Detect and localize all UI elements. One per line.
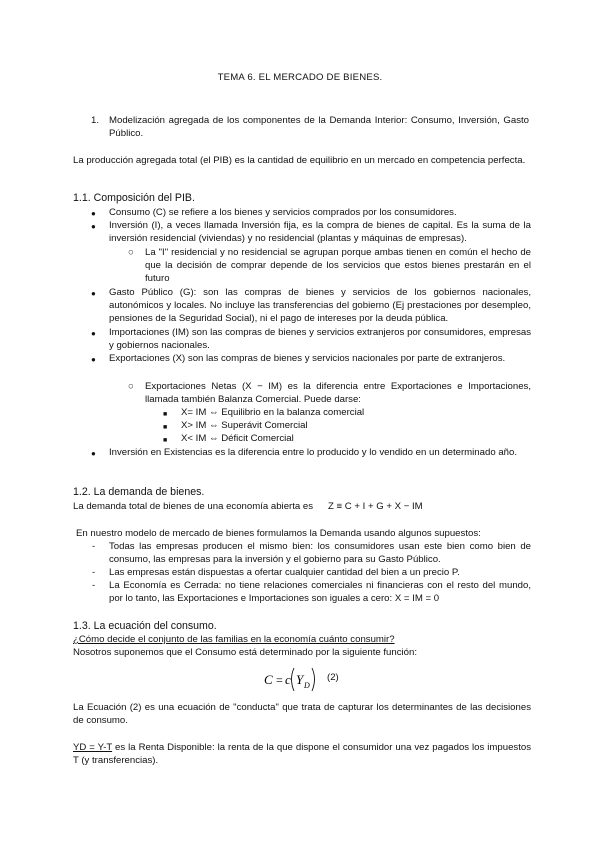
heading-1-1: 1.1. Composición del PIB. [73,192,195,204]
renta-disponible-paragraph [73,741,531,767]
intro-paragraph: La producción agregada total (el PIB) es la cantidad de equilibrio en un mercado en competencia perfecta. [73,155,526,166]
eq-lhs: C [264,672,273,687]
bullet-marker: ● [91,355,96,364]
heading-1-3: 1.3. La ecuación del consumo. [73,620,217,632]
dash-marker: - [92,567,96,578]
bullet-consumo: Consumo (C) se refiere a los bienes y servicios comprados por los consumidores. [109,207,457,218]
sub-inversion: La "I" residencial y no residencial se agrupan porque ambas tienen en común el hecho de que la decisión de comprar depende de los servicios que estos bienes prestarán en el futuro [145,247,531,285]
netas-item: X= IM ⇔ Equilibrio en la balanza comercial [181,407,365,418]
eq-equals: = [276,673,283,687]
eq-right-paren [312,668,315,691]
sub-exportaciones-netas: Exportaciones Netas (X − IM) es la diferencia entre Exportaciones e Importaciones, llamada también Balanza Comercial. Puede darse: [145,381,531,406]
consumo-question: ¿Cómo decide el conjunto de las familias en la economía cuánto consumir? [73,634,395,645]
document-title: TEMA 6. EL MERCADO DE BIENES. [217,72,383,83]
eq-subscript: D [304,681,310,690]
square-marker: ■ [163,411,168,418]
modelo-paragraph: En nuestro modelo de mercado de bienes formulamos la Demanda usando algunos supuestos: [76,528,481,539]
eq-left-paren [292,668,295,691]
bullet-marker: ● [91,329,96,338]
demanda-formula: Z ≡ C + I + G + X − IM [328,501,423,512]
supuesto-item: La Economía es Cerrada: no tiene relaciones comerciales ni financieras con el resto del mundo, por lo tanto, las Exportaciones e Importaciones son iguales a cero: X = IM = 0 [109,580,531,605]
bullet-inversion: Inversión (I), a veces llamada Inversión fija, es la compra de bienes de capital. Es la suma de la inversión residencial (viviendas) y no residencial (plantas y máquinas de empresas). [109,220,531,245]
bullet-marker: ● [91,449,96,458]
bullet-importaciones: Importaciones (IM) son las compras de bienes y servicios extranjeros por consumidores, empresas y gobiernos nacionales. [109,327,531,352]
square-marker: ■ [163,424,168,431]
eq-variable: Y [296,672,304,687]
dash-marker: - [92,541,96,552]
bullet-exportaciones: Exportaciones (X) son las compras de bienes y servicios nacionales por parte de extranjeros. [109,353,506,364]
bullet-marker: ● [91,209,96,218]
dash-marker: - [92,580,96,591]
heading-1-2: 1.2. La demanda de bienes. [73,486,205,498]
demanda-line: La demanda total de bienes de una economía abierta es [73,501,314,512]
netas-item: X< IM ⇔ Déficit Comercial [181,433,294,444]
circle-marker: ○ [128,381,134,392]
bullet-marker: ● [91,222,96,231]
ecuacion-paragraph: La Ecuación (2) es una ecuación de "conducta" que trata de capturar los determinantes de las decisiones de consumo. [73,702,531,727]
square-marker: ■ [163,437,168,444]
eq-function: c [285,672,291,687]
circle-marker: ○ [128,247,134,258]
bullet-existencias: Inversión en Existencias es la diferencia entre lo producido y lo vendido en un determinado año. [109,447,517,458]
yd-definition: YD = Y-T [73,742,113,753]
bullet-gasto: Gasto Público (G): son las compras de bienes y servicios de los gobiernos nacionales, autonómicos y locales. No incluye las transferencias del gobierno (Ej prestaciones por desempleo, pensiones de la Seguridad Social), ni el pago de intereses por la deuda pública. [109,287,531,325]
section-1-title: Modelización agregada de los componentes de la Demanda Interior: Consumo, Inversión, Gasto Público. [109,115,529,140]
equation-number: (2) [327,672,339,683]
suponemos-line: Nosotros suponemos que el Consumo está determinado por la siguiente función: [73,647,417,658]
supuesto-item: Las empresas están dispuestas a ofertar cualquier cantidad del bien a un precio P. [109,567,460,578]
bullet-marker: ● [91,289,96,298]
supuesto-item: Todas las empresas producen el mismo bien: los consumidores usan este bien como bien de consumo, las empresas para la inversión y el gobierno para su Gasto Público. [109,541,531,566]
section-number: 1. [91,115,100,126]
yd-text: es la Renta Disponible: la renta de la que dispone el consumidor una vez pagados los impuestos T (y transferencias). [73,742,531,767]
netas-item: X> IM ⇔ Superávit Comercial [181,420,308,431]
